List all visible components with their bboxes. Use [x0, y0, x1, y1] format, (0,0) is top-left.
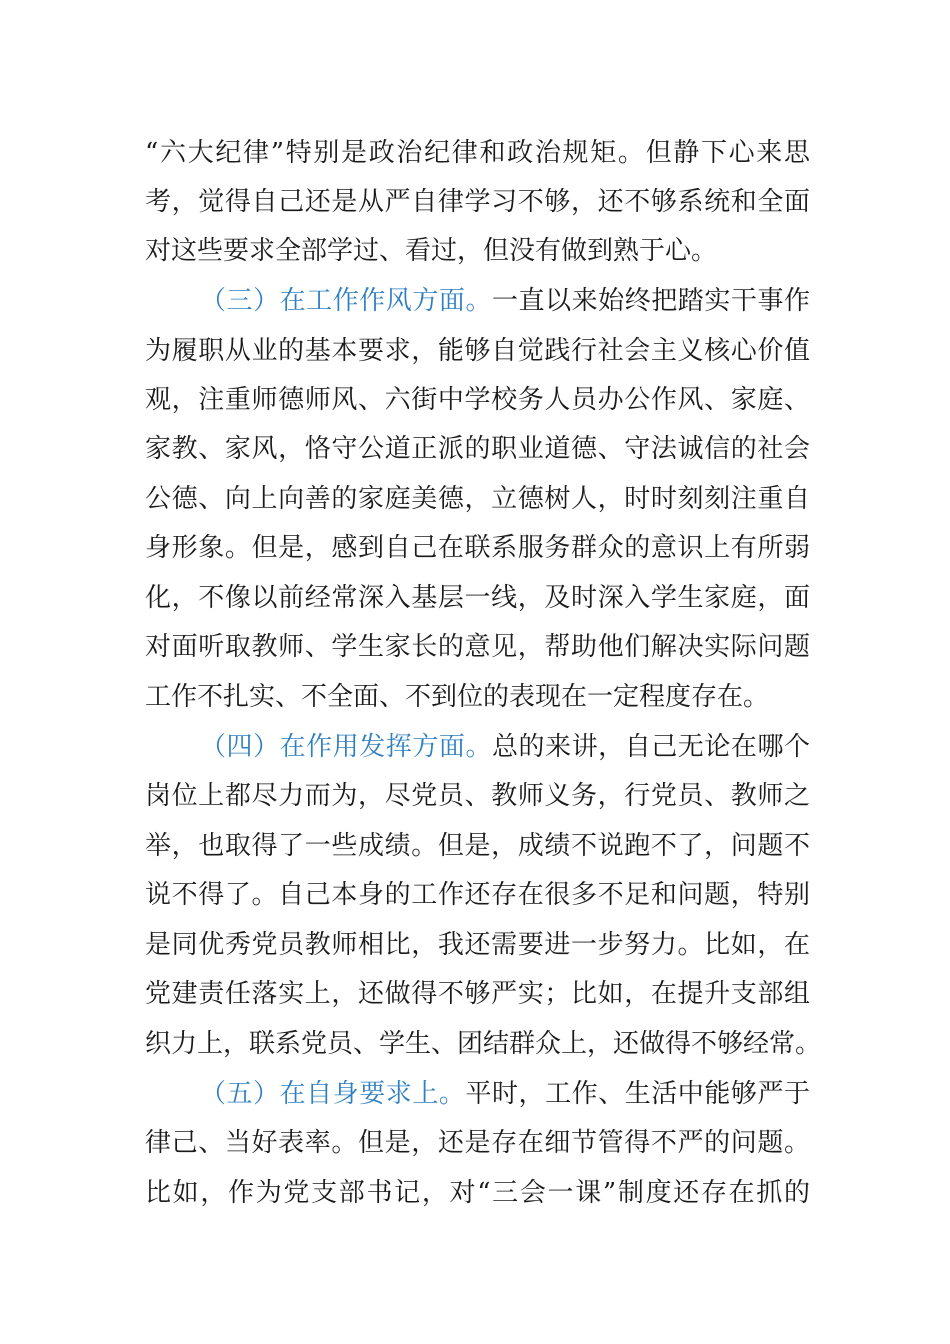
text-line: “六大纪律”特别是政治纪律和政治规矩。但静下心来思 — [145, 138, 810, 168]
section-text: 平时，工作、生活中能够严于 — [465, 1079, 810, 1109]
text-line: 说不得了。自己本身的工作还存在很多不足和问题，特别 — [145, 880, 810, 910]
text-line: 是同优秀党员教师相比，我还需要进一步努力。比如，在 — [145, 930, 810, 960]
text-line: 对这些要求全部学过、看过，但没有做到熟于心。 — [145, 236, 718, 266]
text-line: 对面听取教师、学生家长的意见，帮助他们解决实际问题 — [145, 632, 810, 662]
section-paragraph-start — [200, 722, 810, 772]
section-heading: （四）在作用发挥方面。 — [200, 732, 492, 762]
text-line: 为履职从业的基本要求，能够自觉践行社会主义核心价值 — [145, 336, 810, 366]
text-line: 举，也取得了一些成绩。但是，成绩不说跑不了，问题不 — [145, 831, 810, 861]
text-line: 家教、家风，恪守公道正派的职业道德、守法诚信的社会 — [145, 434, 810, 464]
section-text: 总的来讲，自己无论在哪个 — [492, 732, 810, 762]
text-line: 身形象。但是，感到自己在联系服务群众的意识上有所弱 — [145, 533, 810, 563]
text-line: 工作不扎实、不全面、不到位的表现在一定程度存在。 — [145, 682, 770, 712]
section-heading: （五）在自身要求上。 — [200, 1079, 466, 1109]
text-line: 岗位上都尽力而为，尽党员、教师义务，行党员、教师之 — [145, 781, 810, 811]
section-heading: （三）在工作作风方面。 — [200, 286, 492, 316]
section-text: 一直以来始终把踏实干事作 — [492, 286, 810, 316]
text-line: 观，注重师德师风、六街中学校务人员办公作风、家庭、 — [145, 385, 810, 415]
section-paragraph-start — [200, 276, 810, 326]
text-line: 织力上，联系党员、学生、团结群众上，还做得不够经常。 — [145, 1029, 822, 1059]
text-line: 公德、向上向善的家庭美德，立德树人，时时刻刻注重自 — [145, 484, 810, 514]
text-line: 考，觉得自己还是从严自律学习不够，还不够系统和全面 — [145, 187, 810, 217]
text-line: 比如，作为党支部书记，对“三会一课”制度还存在抓的 — [145, 1178, 810, 1208]
section-paragraph-start — [200, 1069, 810, 1119]
text-line: 党建责任落实上，还做得不够严实；比如，在提升支部组 — [145, 979, 810, 1009]
text-line: 化，不像以前经常深入基层一线，及时深入学生家庭，面 — [145, 583, 810, 613]
text-line: 律己、当好表率。但是，还是存在细节管得不严的问题。 — [145, 1128, 810, 1158]
